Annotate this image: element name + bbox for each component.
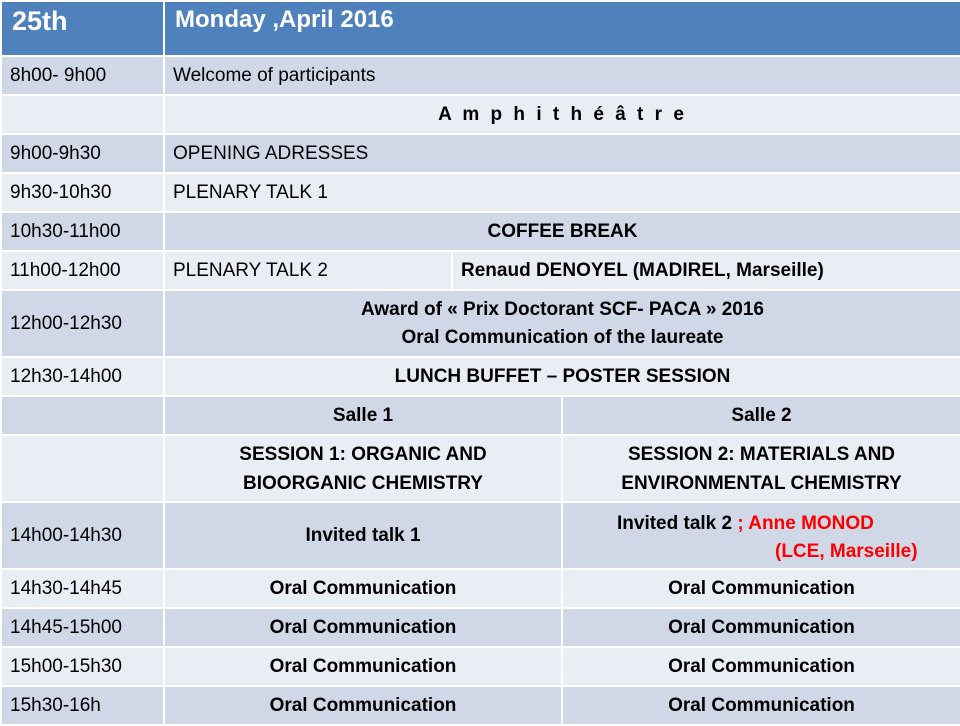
invited-talk-2-cell bbox=[562, 502, 960, 569]
time-cell: 14h30-14h45 bbox=[1, 569, 164, 608]
award-subtitle: Oral Communication of the laureate bbox=[401, 326, 724, 348]
schedule-row-oral-1 bbox=[1, 569, 960, 608]
time-cell: 14h45-15h00 bbox=[1, 608, 164, 647]
schedule-row-rooms bbox=[1, 396, 960, 435]
invited-talk-2: Invited talk 2 bbox=[617, 512, 733, 534]
header-row bbox=[1, 1, 960, 56]
award-cell bbox=[164, 290, 960, 357]
schedule-row-room bbox=[1, 95, 960, 134]
oral-communication-2: Oral Communication bbox=[562, 608, 960, 647]
event-cell: Welcome of participants bbox=[164, 56, 960, 95]
schedule-row-plenary-2 bbox=[1, 251, 960, 290]
oral-communication-2: Oral Communication bbox=[562, 569, 960, 608]
time-cell: 9h00-9h30 bbox=[1, 134, 164, 173]
session-2-title bbox=[562, 435, 960, 502]
schedule-row-oral-4 bbox=[1, 686, 960, 725]
schedule-row-oral-2 bbox=[1, 608, 960, 647]
session-2-line-1: SESSION 2: MATERIALS AND bbox=[627, 443, 896, 465]
room-label: A m p h i t h é â t r e bbox=[164, 95, 960, 134]
event-cell: COFFEE BREAK bbox=[164, 212, 960, 251]
session-2-line-2: ENVIRONMENTAL CHEMISTRY bbox=[621, 472, 902, 494]
oral-communication-2: Oral Communication bbox=[562, 686, 960, 725]
room-1-label: Salle 1 bbox=[164, 396, 562, 435]
oral-communication-1: Oral Communication bbox=[164, 686, 562, 725]
oral-communication-1: Oral Communication bbox=[164, 569, 562, 608]
room-2-label: Salle 2 bbox=[562, 396, 960, 435]
schedule-row-oral-3 bbox=[1, 647, 960, 686]
time-cell-empty bbox=[1, 95, 164, 134]
schedule-row-welcome bbox=[1, 56, 960, 95]
event-cell: OPENING ADRESSES bbox=[164, 134, 960, 173]
time-cell: 14h00-14h30 bbox=[1, 502, 164, 569]
oral-communication-1: Oral Communication bbox=[164, 608, 562, 647]
event-cell: PLENARY TALK 2 bbox=[164, 251, 452, 290]
time-cell: 12h00-12h30 bbox=[1, 290, 164, 357]
schedule-row-coffee bbox=[1, 212, 960, 251]
schedule-row-plenary-1 bbox=[1, 173, 960, 212]
day-title: Monday ,April 2016 bbox=[164, 1, 960, 56]
session-1-line-1: SESSION 1: ORGANIC AND bbox=[239, 443, 487, 465]
schedule-row-award bbox=[1, 290, 960, 357]
speaker-cell: Renaud DENOYEL (MADIREL, Marseille) bbox=[452, 251, 960, 290]
oral-communication-1: Oral Communication bbox=[164, 647, 562, 686]
time-cell: 12h30-14h00 bbox=[1, 357, 164, 396]
time-cell-empty bbox=[1, 396, 164, 435]
time-cell: 8h00- 9h00 bbox=[1, 56, 164, 95]
event-cell: PLENARY TALK 1 bbox=[164, 173, 960, 212]
session-1-line-2: BIOORGANIC CHEMISTRY bbox=[243, 472, 483, 494]
invited-affiliation: (LCE, Marseille) bbox=[775, 540, 918, 562]
time-cell: 15h30-16h bbox=[1, 686, 164, 725]
event-cell: LUNCH BUFFET – POSTER SESSION bbox=[164, 357, 960, 396]
time-cell: 10h30-11h00 bbox=[1, 212, 164, 251]
invited-talk-2-line bbox=[617, 510, 952, 538]
time-cell-empty bbox=[1, 435, 164, 502]
day-number: 25th bbox=[1, 1, 164, 56]
time-cell: 11h00-12h00 bbox=[1, 251, 164, 290]
session-1-title bbox=[164, 435, 562, 502]
time-cell: 15h00-15h30 bbox=[1, 647, 164, 686]
invited-speaker: Anne MONOD bbox=[748, 512, 874, 534]
schedule-row-opening bbox=[1, 134, 960, 173]
schedule-row-sessions bbox=[1, 435, 960, 502]
award-title: Award of « Prix Doctorant SCF- PACA » 2016 bbox=[361, 298, 764, 320]
invited-talk-1: Invited talk 1 bbox=[164, 502, 562, 569]
oral-communication-2: Oral Communication bbox=[562, 647, 960, 686]
schedule-row-lunch bbox=[1, 357, 960, 396]
time-cell: 9h30-10h30 bbox=[1, 173, 164, 212]
separator: ; bbox=[732, 512, 749, 534]
schedule-row-invited bbox=[1, 502, 960, 569]
